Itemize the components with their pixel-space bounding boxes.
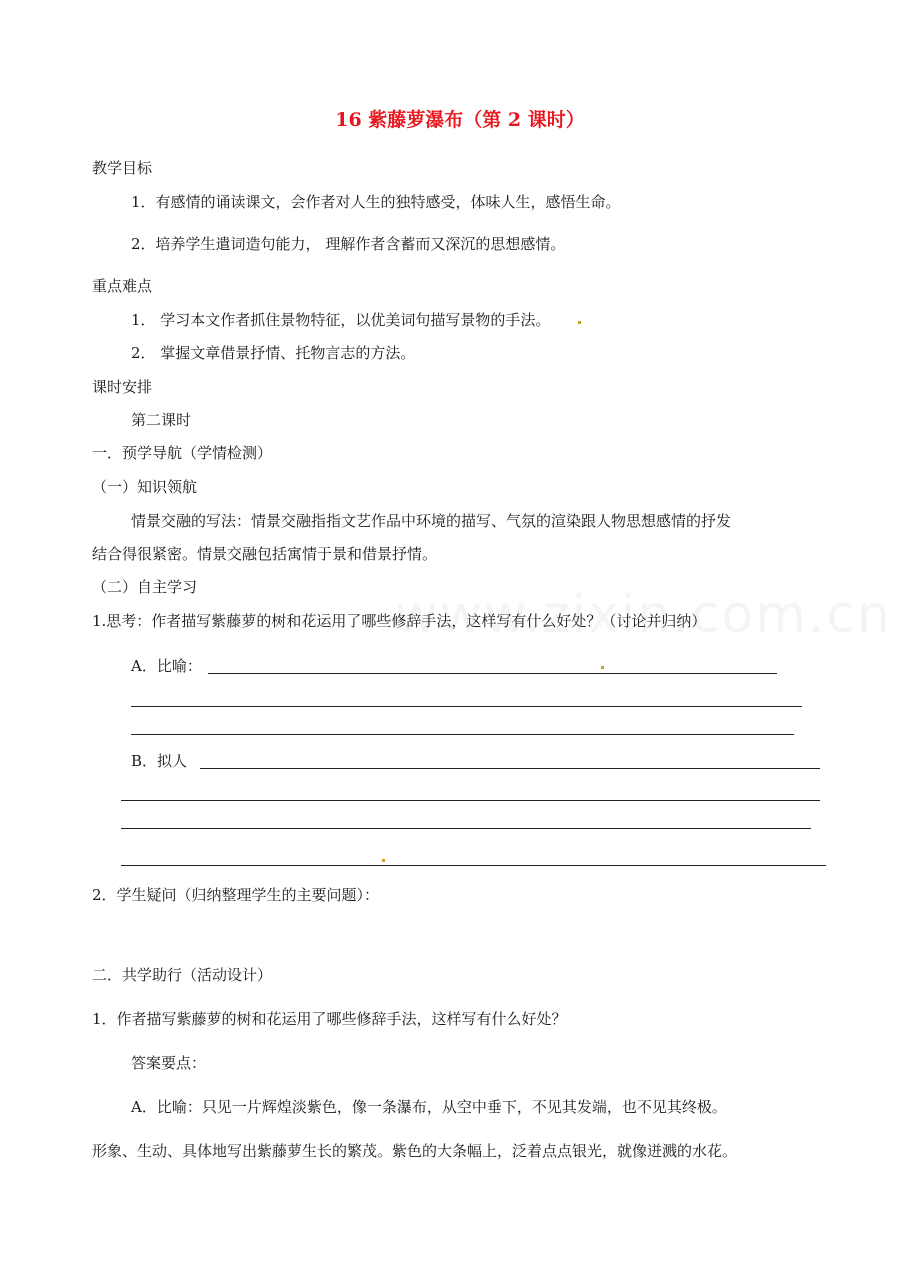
answer-a-line1: A．比喻：只见一片辉煌淡紫色，像一条瀑布，从空中垂下，不见其发端，也不见其终极。 bbox=[131, 1098, 727, 1116]
answer-line bbox=[121, 865, 826, 866]
question-1: 1.思考：作者描写紫藤萝的树和花运用了哪些修辞手法，这样写有什么好处？（讨论并归纳） bbox=[92, 612, 707, 630]
decorative-dot bbox=[382, 859, 385, 862]
schedule-heading: 课时安排 bbox=[92, 378, 153, 396]
answer-line bbox=[208, 673, 777, 674]
key-points-heading: 重点难点 bbox=[92, 277, 153, 295]
answer-line bbox=[121, 828, 811, 829]
part2-heading: 二．共学助行（活动设计） bbox=[92, 966, 273, 984]
schedule-value: 第二课时 bbox=[131, 411, 192, 429]
answer-a-line2: 形象、生动、具体地写出紫藤萝生长的繁茂。紫色的大条幅上，泛着点点银光，就像迸溅的水花。 bbox=[92, 1142, 738, 1160]
goal-item-1: 1．有感情的诵读课文，会作者对人生的独特感受，体味人生，感悟生命。 bbox=[131, 193, 621, 211]
key-point-1: 1． 学习本文作者抓住景物特征，以优美词句描写景物的手法。 bbox=[131, 311, 551, 329]
answer-line bbox=[121, 800, 820, 801]
part1-sub1-text-line1: 情景交融的写法：情景交融指指文艺作品中环境的描写、气氛的渲染跟人物思想感情的抒发 bbox=[131, 512, 732, 530]
page-title: 16 紫藤萝瀑布（第 2 课时） bbox=[335, 109, 585, 131]
decorative-dot bbox=[578, 321, 581, 324]
part2-question-1: 1．作者描写紫藤萝的树和花运用了哪些修辞手法，这样写有什么好处？ bbox=[92, 1010, 567, 1028]
decorative-dot bbox=[601, 666, 604, 669]
answer-heading: 答案要点： bbox=[131, 1054, 207, 1072]
part1-sub2-heading: （二）自主学习 bbox=[92, 578, 198, 596]
answer-line bbox=[200, 768, 820, 769]
part1-sub1-text-line2: 结合得很紧密。情景交融包括寓情于景和借景抒情。 bbox=[92, 545, 438, 563]
question-1-label-b: B．拟人 bbox=[131, 752, 188, 770]
answer-line bbox=[131, 706, 802, 707]
question-2: 2．学生疑问（归纳整理学生的主要问题）： bbox=[92, 886, 380, 904]
goals-heading: 教学目标 bbox=[92, 159, 153, 177]
part1-sub1-heading: （一）知识领航 bbox=[92, 478, 198, 496]
answer-line bbox=[131, 734, 794, 735]
key-point-2: 2． 掌握文章借景抒情、托物言志的方法。 bbox=[131, 344, 416, 362]
goal-item-2: 2．培养学生遣词造句能力， 理解作者含蓄而又深沉的思想感情。 bbox=[131, 235, 566, 253]
part1-heading: 一．预学导航（学情检测） bbox=[92, 444, 273, 462]
question-1-label-a: A．比喻： bbox=[131, 657, 202, 675]
